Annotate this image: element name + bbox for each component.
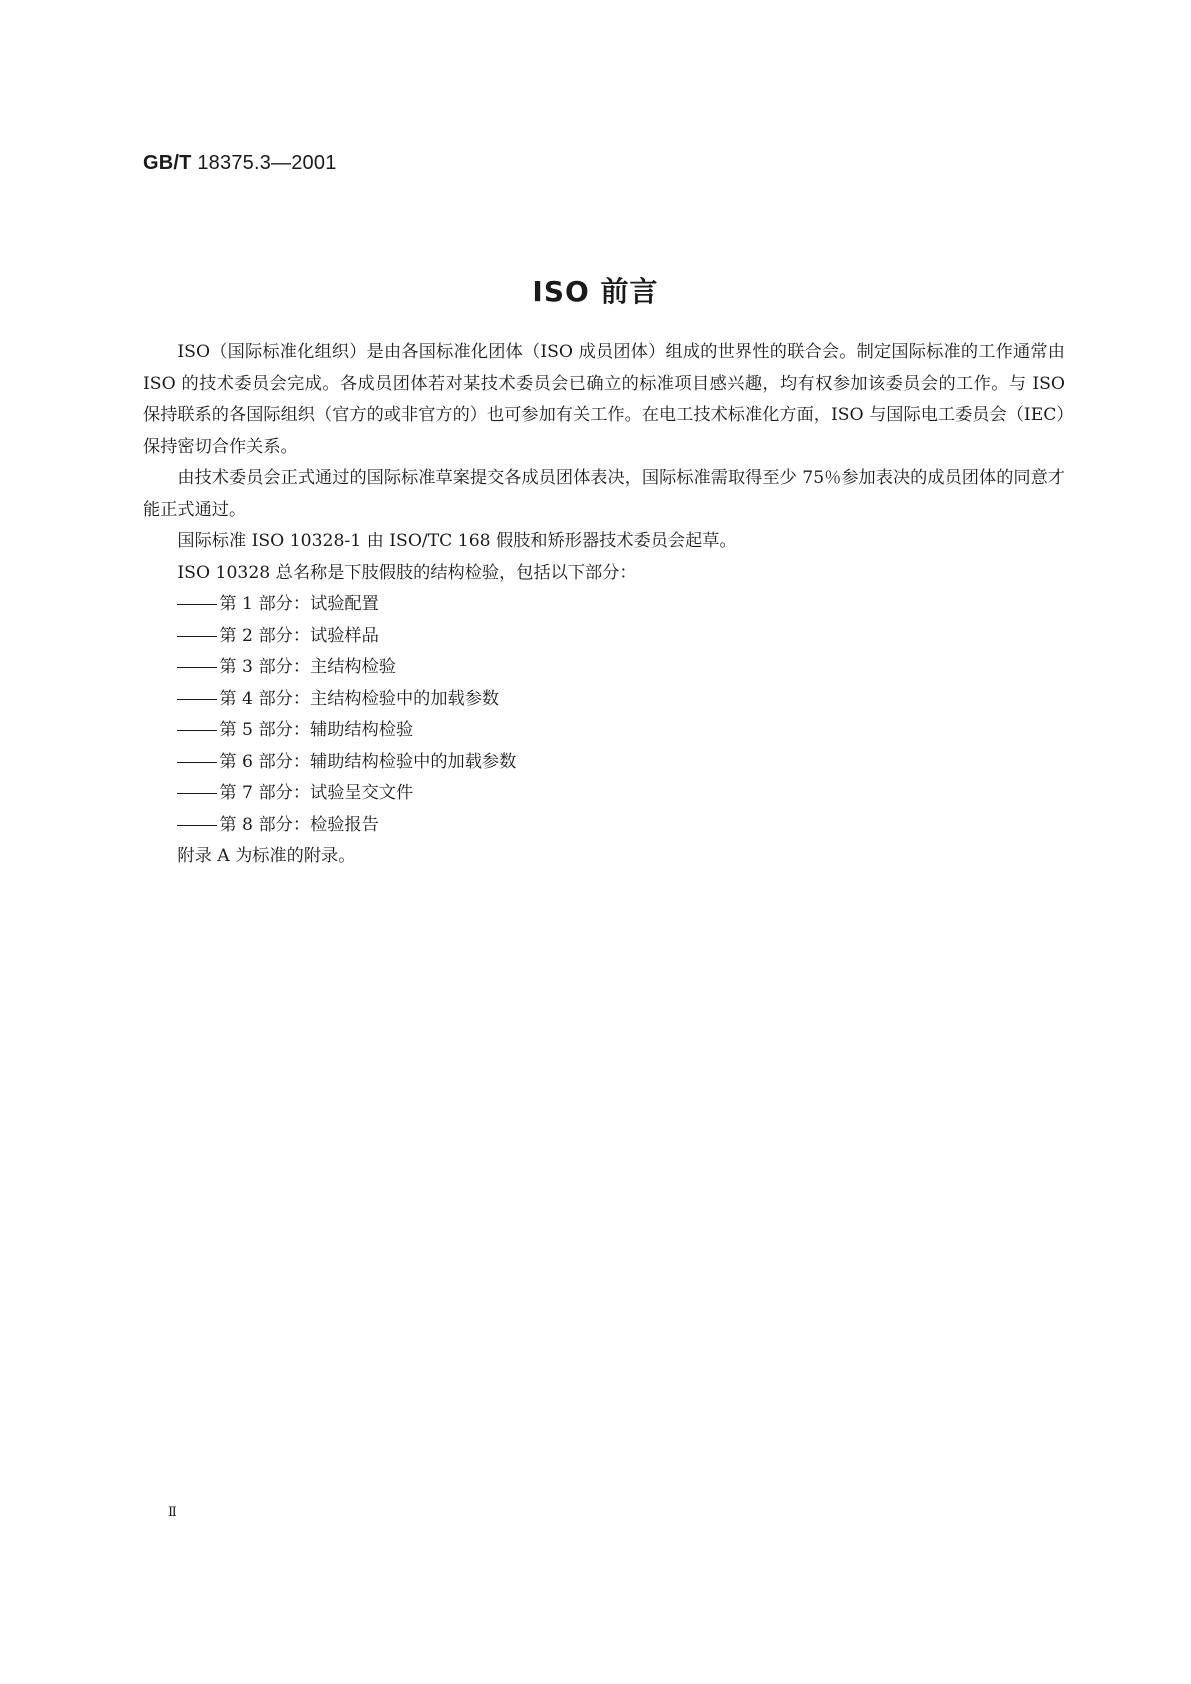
page-number: Ⅱ	[168, 1505, 177, 1520]
dash-mark	[177, 699, 217, 700]
page-title: ISO 前言	[532, 275, 659, 308]
dash-mark	[177, 667, 217, 668]
list-item: 第 2 部分：试验样品	[143, 621, 1065, 653]
dash-mark	[177, 762, 217, 763]
standard-prefix: GB/T	[143, 152, 192, 174]
dash-mark	[177, 825, 217, 826]
foreword-body	[143, 337, 1065, 873]
list-item: 第 4 部分：主结构检验中的加载参数	[143, 684, 1065, 716]
dash-mark	[177, 604, 217, 605]
paragraph-intro: ISO（国际标准化组织）是由各国标准化团体（ISO 成员团体）组成的世界性的联合会。制定国际标准的工作通常由 ISO 的技术委员会完成。各成员团体若对某技术委员会已确立的标准项目感兴趣，均有权参加该委员会的工作。与 ISO 保持联系的各国际组织（官方的或非官方的）也可参加有关工作。在电工技术标准化方面，ISO 与国际电工委员会（IEC）保持密切合作关系。	[143, 342, 1065, 457]
list-item: 第 3 部分：主结构检验	[143, 652, 1065, 684]
paragraph-annex: 附录 A 为标准的附录。	[177, 846, 356, 866]
dash-mark	[177, 793, 217, 794]
dash-mark	[177, 730, 217, 731]
list-item: 第 1 部分：试验配置	[143, 589, 1065, 621]
standard-number: 18375.3—2001	[197, 152, 337, 174]
paragraph-drafting: 国际标准 ISO 10328-1 由 ISO/TC 168 假肢和矫形器技术委员会起草。	[177, 531, 737, 551]
paragraph-voting: 由技术委员会正式通过的国际标准草案提交各成员团体表决，国际标准需取得至少 75％参加表决的成员团体的同意才能正式通过。	[143, 468, 1065, 520]
list-item: 第 5 部分：辅助结构检验	[143, 715, 1065, 747]
dash-mark	[177, 636, 217, 637]
paragraph-parts-intro: ISO 10328 总名称是下肢假肢的结构检验，包括以下部分：	[177, 562, 637, 583]
standard-code	[143, 152, 337, 175]
list-item: 第 8 部分：检验报告	[143, 810, 1065, 842]
parts-list	[143, 589, 1065, 841]
list-item: 第 7 部分：试验呈交文件	[143, 778, 1065, 810]
list-item: 第 6 部分：辅助结构检验中的加载参数	[143, 747, 1065, 779]
